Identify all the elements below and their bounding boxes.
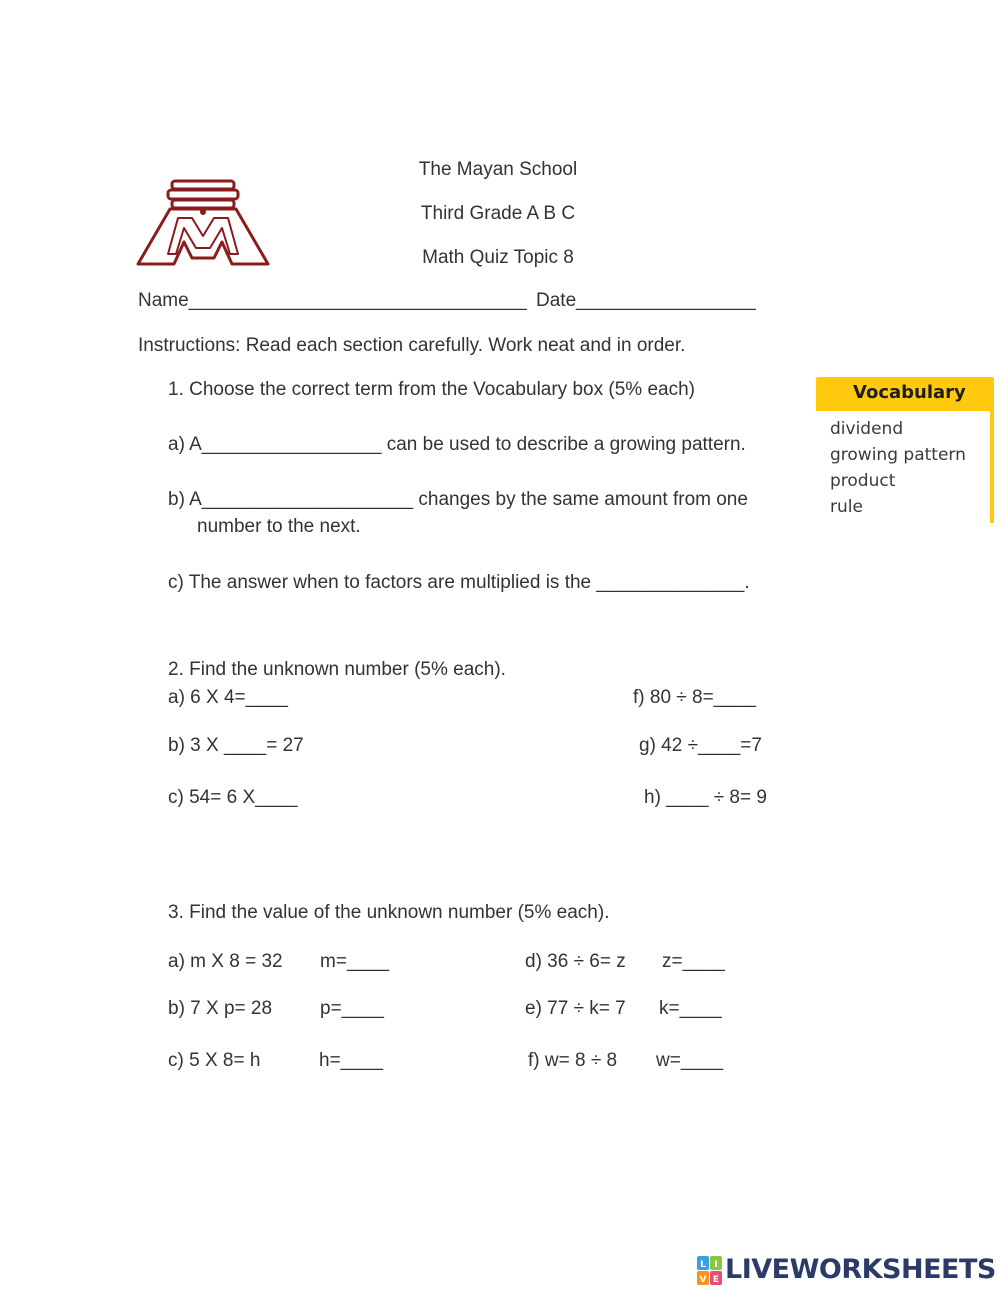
vocabulary-box — [816, 377, 994, 523]
section3-item-d-equation: d) 36 ÷ 6= z — [525, 951, 626, 972]
section1-item-a[interactable]: a) A_________________ can be used to describe a growing pattern. — [168, 434, 746, 455]
section2-title: 2. Find the unknown number (5% each). — [168, 659, 506, 680]
date-field[interactable]: Date_________________ — [536, 290, 756, 311]
vocab-item: rule — [830, 497, 863, 517]
section2-item-f[interactable]: f) 80 ÷ 8=____ — [633, 687, 756, 708]
school-name: The Mayan School — [418, 159, 578, 180]
liveworksheets-mark-icon — [697, 1256, 723, 1286]
section3-item-b-equation: b) 7 X p= 28 — [168, 998, 273, 1019]
section3-item-f-answer[interactable]: w=____ — [656, 1050, 724, 1071]
section1-title: 1. Choose the correct term from the Vocabulary box (5% each) — [168, 379, 695, 400]
liveworksheets-wordmark: LIVEWORKSHEETS — [725, 1254, 996, 1285]
quiz-title: Math Quiz Topic 8 — [422, 247, 574, 268]
section3-item-c-equation: c) 5 X 8= h — [168, 1050, 261, 1071]
section2-item-b[interactable]: b) 3 X ____= 27 — [168, 735, 304, 756]
liveworksheets-mark-letter: L — [700, 1260, 706, 1270]
vocab-item: dividend — [830, 419, 904, 439]
section3-item-e-equation: e) 77 ÷ k= 7 — [525, 998, 626, 1019]
section1-item-b-cont: number to the next. — [197, 516, 361, 537]
liveworksheets-mark-letter: V — [699, 1275, 707, 1285]
section3-item-f-equation: f) w= 8 ÷ 8 — [528, 1050, 618, 1071]
vocab-item: product — [830, 471, 896, 491]
section2-item-h[interactable]: h) ____ ÷ 8= 9 — [644, 787, 767, 808]
section2-item-a[interactable]: a) 6 X 4=____ — [168, 687, 288, 708]
vocabulary-list — [816, 411, 994, 523]
section2-item-g[interactable]: g) 42 ÷____=7 — [639, 735, 762, 756]
vocabulary-header — [816, 377, 994, 411]
section3-item-d-answer[interactable]: z=____ — [662, 951, 725, 972]
section3-item-a-equation: a) m X 8 = 32 — [168, 951, 283, 972]
section2-item-c[interactable]: c) 54= 6 X____ — [168, 787, 298, 808]
vocab-item: growing pattern — [830, 445, 966, 465]
section3-item-e-answer[interactable]: k=____ — [659, 998, 722, 1019]
liveworksheets-mark-letter: I — [714, 1260, 718, 1270]
instructions: Instructions: Read each section carefully. Work neat and in order. — [138, 335, 686, 356]
section3-item-c-answer[interactable]: h=____ — [319, 1050, 383, 1071]
school-logo — [134, 178, 272, 270]
section1-item-c[interactable]: c) The answer when to factors are multiplied is the ______________. — [168, 572, 750, 593]
liveworksheets-mark-letter: E — [712, 1275, 720, 1285]
name-field[interactable]: Name________________________________ — [138, 290, 527, 311]
section3-title: 3. Find the value of the unknown number (5% each). — [168, 902, 610, 923]
section3-item-a-answer[interactable]: m=____ — [320, 951, 390, 972]
section1-item-b[interactable]: b) A____________________ changes by the same amount from one — [168, 489, 748, 510]
grade-label: Third Grade A B C — [420, 203, 576, 224]
section3-item-b-answer[interactable]: p=____ — [320, 998, 384, 1019]
vocabulary-title: Vocabulary — [853, 382, 966, 403]
